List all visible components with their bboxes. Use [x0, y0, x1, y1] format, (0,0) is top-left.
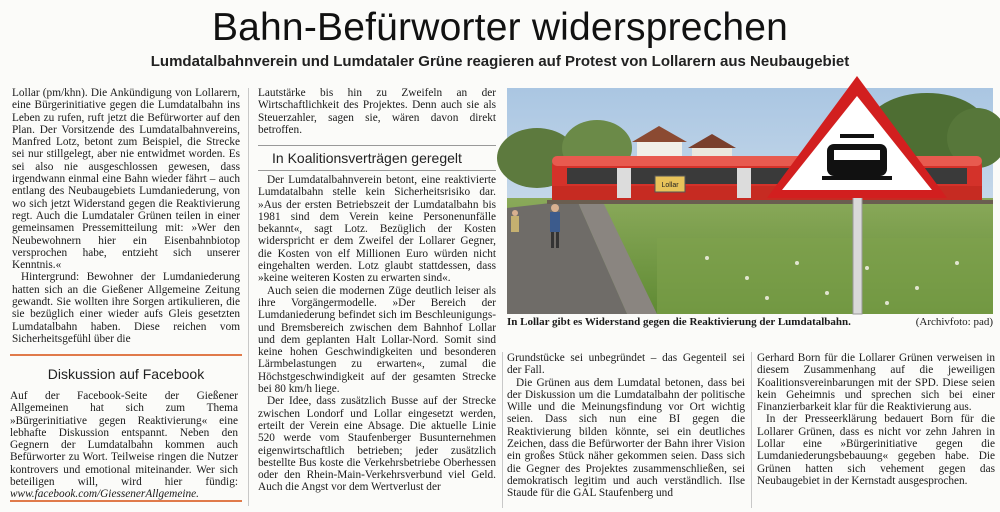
- facebook-box-top-rule: [10, 354, 242, 356]
- paragraph: Auch seien die modernen Züge deutlich leiser als ihre Vorgängermodelle. »Der Bereich der Lumdaniederung befindet sich im Beschleunigungs- und Bremsbereich zwischen dem Bahnhof Lollar und dem geplanten Halt Lollar-Nord. Somit sind keine hohen Geschwindigkeiten und besonderen Lärmbelastungen zu erwarten«, zumal die Höchstgeschwindigkeit auf der gesamten Strecke bei 80 km/h liege.: [258, 284, 496, 396]
- facebook-box-body: [10, 390, 238, 501]
- article-column-1: [12, 87, 240, 352]
- photo-caption: [507, 316, 993, 329]
- photo-credit: (Archivfoto: pad): [915, 316, 993, 328]
- subheadline: Lumdatalbahnverein und Lumdataler Grüne reagieren auf Protest von Lollarern aus Neubaugebiet: [150, 53, 850, 70]
- article-column-3: [507, 352, 745, 512]
- article-column-2-top: [258, 87, 496, 147]
- rail-track: [547, 200, 993, 204]
- train-crossing-photo: [507, 88, 993, 314]
- caption-text: In Lollar gibt es Widerstand gegen die Reaktivierung der Lumdatalbahn.: [507, 316, 851, 328]
- column-divider: [248, 88, 249, 506]
- article-photo: [507, 88, 993, 314]
- facebook-link[interactable]: www.facebook.com/GiessenerAllgemeine.: [10, 488, 199, 501]
- sign-post: [853, 178, 862, 314]
- paragraph: Grundstücke sei unbegründet – das Gegenteil sei der Fall.: [507, 352, 745, 377]
- article-column-2: [258, 174, 496, 506]
- paragraph: Hintergrund: Bewohner der Lumdaniederung hatten sich an die Gießener Allgemeine Zeitung gewandt. Sie wollten ihre Sorgen artikulieren, die sie bezüglich einer wieder aufs Gleis gesetzten Lumdatalbahn haben. Diese reichen vom Sicherheitsgefühl über die: [12, 271, 240, 345]
- facebook-box-bottom-rule: [10, 500, 242, 502]
- paragraph: Lautstärke bis hin zu Zweifeln an der Wirtschaftlichkeit des Projektes. Denn auch sie als Steuerzahler, sagen sie, wären davon direkt betroffen.: [258, 87, 496, 136]
- paragraph: Lollar (pm/khn). Die Ankündigung von Lollarern, eine Bürgerinitiative gegen die Lumdatalbahn ins Leben zu rufen, ruft jetzt die Befürworter auf den Plan. Der Vorsitzende des Lumdatalbahnvereins, Manfred Lotz, betont zum Beispiel, die Strecke sei nur stillgelegt, aber nie entwidmet worden. Es sei also nie ausgeschlossen gewesen, dass irgendwann einmal eine Bahn wieder fährt – auch entlang des Neubaugebiets Lumdaniederung, von wo sich jetzt Widerstand gegen die Reaktivierung regt. Auch die Lumdataler Grünen teilen in einer gemeinsamen Pressemitteilung mit: »Wer den Neubewohnern hier ein Eisenbahnbiotop versprochen habe, entzieht sich unserer Kenntnis.«: [12, 87, 240, 272]
- paragraph: In der Presseerklärung bedauert Born für die Lollarer Grünen, dass es nicht vor zehn Jahren in Lollar eine »Bürgerinitiative gegen die Lumdaniederungsbebauung« gegeben habe. Die Grünen hatten sich vehement gegen das Neubaugebiet in der Kernstadt ausgesprochen.: [757, 413, 995, 487]
- facebook-box-title: Diskussion auf Facebook: [47, 366, 205, 382]
- paragraph: Die Grünen aus dem Lumdatal betonen, dass bei der Diskussion um die Lumdatalbahn der politische Wille und die Meinungsfindung vor Ort wichtig seien. Dass sich nun eine BI gegen die Reaktivierung bilden könnte, sei ein deutliches Zeichen, dass die Befürworter der Bahn ihrer Vision ein großes Stück näher gekommen seien. Dass sich die Gegner des Projektes zusammenschließen, sei demokratisch legitim und auch verständlich. Ilse Staude für die GAL Staufenberg und: [507, 376, 745, 500]
- pedestrian: [511, 210, 519, 232]
- paragraph: Der Lumdatalbahnverein betont, eine reaktivierte Lumdatalbahn stelle kein Sicherheitsrisiko dar. »Aus der ersten Betriebszeit der Lumdatalbahn bis 1981 sind dem Verein keine Personenunfälle bekannt«, sagt Lotz. Bezüglich der Kosten widerspricht er dem Zweifel der Lollarer Gegner, die Kosten von elf Millionen Euro würden nicht eingehalten werden. Lotz glaubt stattdessen, dass »keine weiteren Kosten zu erwarten sind«.: [258, 174, 496, 285]
- column-divider: [751, 352, 752, 508]
- headline: Bahn-Befürworter widersprechen: [211, 6, 789, 49]
- section-subtitle: In Koalitionsverträgen geregelt: [258, 145, 496, 171]
- paragraph: Gerhard Born für die Lollarer Grünen verweisen in diesem Zusammenhang auf die jeweiligen Koalitionsvereinbarungen mit der SPD. Diese seien kein Geheimnis und sprechen sich bei einer Finanzierbarkeit klar für die Reaktivierung aus.: [757, 352, 995, 414]
- article-column-4: [757, 352, 995, 512]
- station-sign-text: Lollar: [661, 182, 679, 189]
- column-divider: [502, 352, 503, 508]
- paragraph: Der Idee, dass zusätzlich Busse auf der Strecke zwischen Londorf und Lollar eingesetzt werden, erteilt der Verein eine Absage. Die aktuelle Linie 520 werde vom Staufenberger Busunternehmen eigenwirtschaftlich betrieben; jeder zusätzlich bestellte Bus koste die Verkehrsbetriebe Oberhessen oder den Rhein-Main-Verkehrsverbund viel Geld. Auch die Angst vor dem Wertverlust der: [258, 395, 496, 494]
- facebook-box-text: Auf der Facebook-Seite der Gießener Allgemeinen hat sich zum Thema »Bürgerinitiative gegen Reaktivierung« eine lebhafte Diskussion entspannt. Neben den Gegnern der Lumdatalbahn kommen auch Befürworter zu Wort. Teilweise ringen die Nutzer kontrovers und emotional miteinander. Wer sich beteiligen will, wird hier fündig:: [10, 390, 238, 489]
